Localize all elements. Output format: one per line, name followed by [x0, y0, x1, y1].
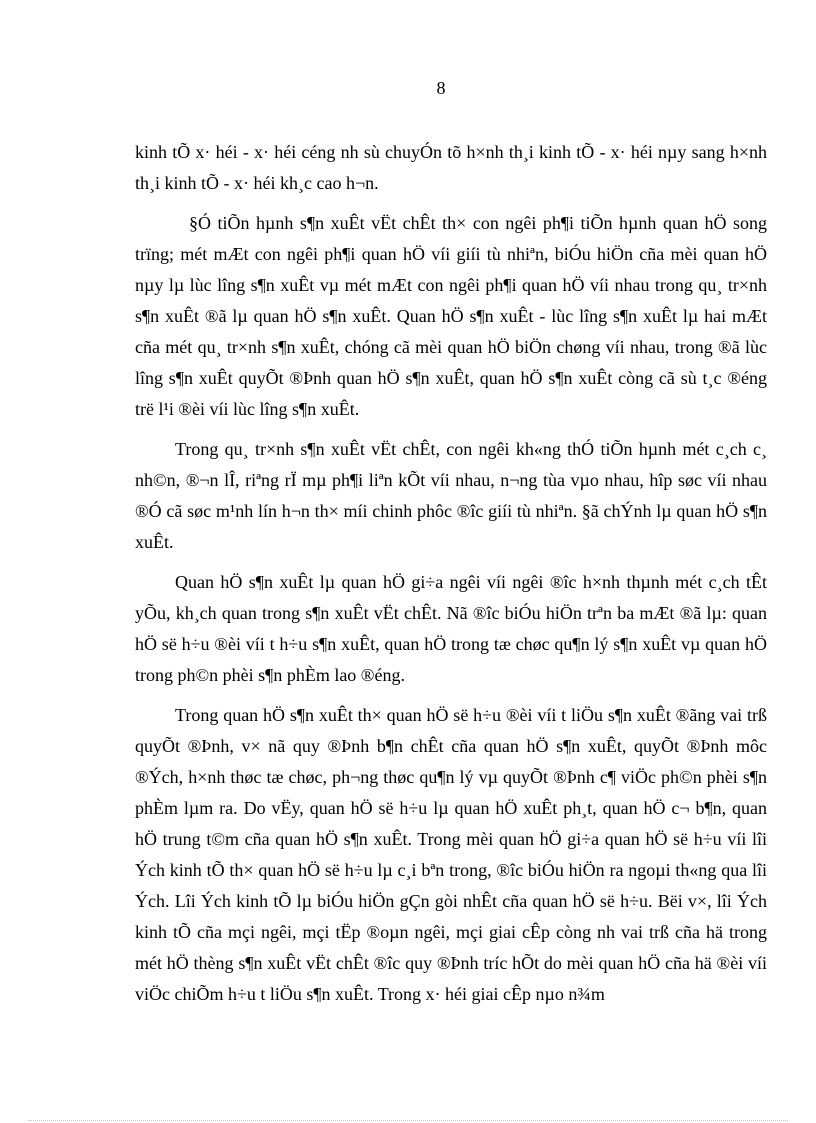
page-bottom-divider [28, 1120, 788, 1121]
paragraph-5: Trong quan hÖ s¶n xuÊt th× quan hÖ së h÷u ®èi víi t liÖu s¶n xuÊt ®ãng vai trß quyÕt ®Þnh, v× nã quy ®Þnh b¶n chÊt cña quan hÖ s¶n xuÊt, quyÕt ®Þnh môc ®Ých, h×nh thøc tæ chøc, ph¬ng thøc qu¶n lý vµ quyÕt ®Þnh c¶ viÖc ph©n phèi s¶n phÈm lµm ra. Do vËy, quan hÖ së h÷u lµ quan hÖ xuÊt ph¸t, quan hÖ c¬ b¶n, quan hÖ trung t©m cña quan hÖ s¶n xuÊt. Trong mèi quan hÖ gi÷a quan hÖ së h÷u víi lîi Ých kinh tÕ th× quan hÖ së h÷u lµ c¸i bªn trong, ®îc biÓu hiÖn ra ngoµi th«ng qua lîi Ých. Lîi Ých kinh tÕ lµ biÓu hiÖn gÇn gòi nhÊt cña quan hÖ së h÷u. Bëi v×, lîi Ých kinh tÕ cña mçi ngêi, mçi tËp ®oµn ngêi, mçi giai cÊp còng nh vai trß cña hä trong mét hÖ thèng s¶n xuÊt vËt chÊt ®îc quy ®Þnh tríc hÕt do mèi quan hÖ cña hä ®èi víi viÖc chiÕm h÷u t liÖu s¶n xuÊt. Trong x· héi giai cÊp nµo n¾m [135, 705, 767, 1004]
page-number: 8 [436, 78, 446, 98]
document-body [135, 137, 767, 1019]
paragraph-3: Trong qu¸ tr×nh s¶n xuÊt vËt chÊt, con ngêi kh«ng thÓ tiÕn hµnh mét c¸ch c¸ nh©n, ®¬n lÎ, riªng rÏ mµ ph¶i liªn kÕt víi nhau, n¬ng tùa vµo nhau, hîp søc víi nhau ®Ó cã søc m¹nh lín h¬n th× míi chinh phôc ®îc giíi tù nhiªn. §ã chÝnh lµ quan hÖ s¶n xuÊt. [135, 439, 767, 552]
paragraph-1: kinh tÕ x· héi - x· héi céng nh sù chuyÓn tõ h×nh th¸i kinh tÕ - x· héi nµy sang h×nh th¸i kinh tÕ - x· héi kh¸c cao h¬n. [135, 142, 767, 193]
paragraph-2: §Ó tiÕn hµnh s¶n xuÊt vËt chÊt th× con ngêi ph¶i tiÕn hµnh quan hÖ song trïng; mét mÆt con ngêi ph¶i quan hÖ víi giíi tù nhiªn, biÓu hiÖn cña mèi quan hÖ nµy lµ lùc lîng s¶n xuÊt vµ mét mÆt con ngêi ph¶i quan hÖ víi nhau trong qu¸ tr×nh s¶n xuÊt ®ã lµ quan hÖ s¶n xuÊt. Quan hÖ s¶n xuÊt - lùc lîng s¶n xuÊt lµ hai mÆt cña mét qu¸ tr×nh s¶n xuÊt, chóng cã mèi quan hÖ biÖn chøng víi nhau, trong ®ã lùc lîng s¶n xuÊt quyÕt ®Þnh quan hÖ s¶n xuÊt, quan hÖ s¶n xuÊt còng cã sù t¸c ®éng trë l¹i ®èi víi lùc lîng s¶n xuÊt. [135, 213, 767, 419]
paragraph-4: Quan hÖ s¶n xuÊt lµ quan hÖ gi÷a ngêi víi ngêi ®îc h×nh thµnh mét c¸ch tÊt yÕu, kh¸ch quan trong s¶n xuÊt vËt chÊt. Nã ®îc biÓu hiÖn trªn ba mÆt ®ã lµ: quan hÖ së h÷u ®èi víi t h÷u s¶n xuÊt, quan hÖ trong tæ chøc qu¶n lý s¶n xuÊt vµ quan hÖ trong ph©n phèi s¶n phÈm lao ®éng. [135, 572, 767, 685]
